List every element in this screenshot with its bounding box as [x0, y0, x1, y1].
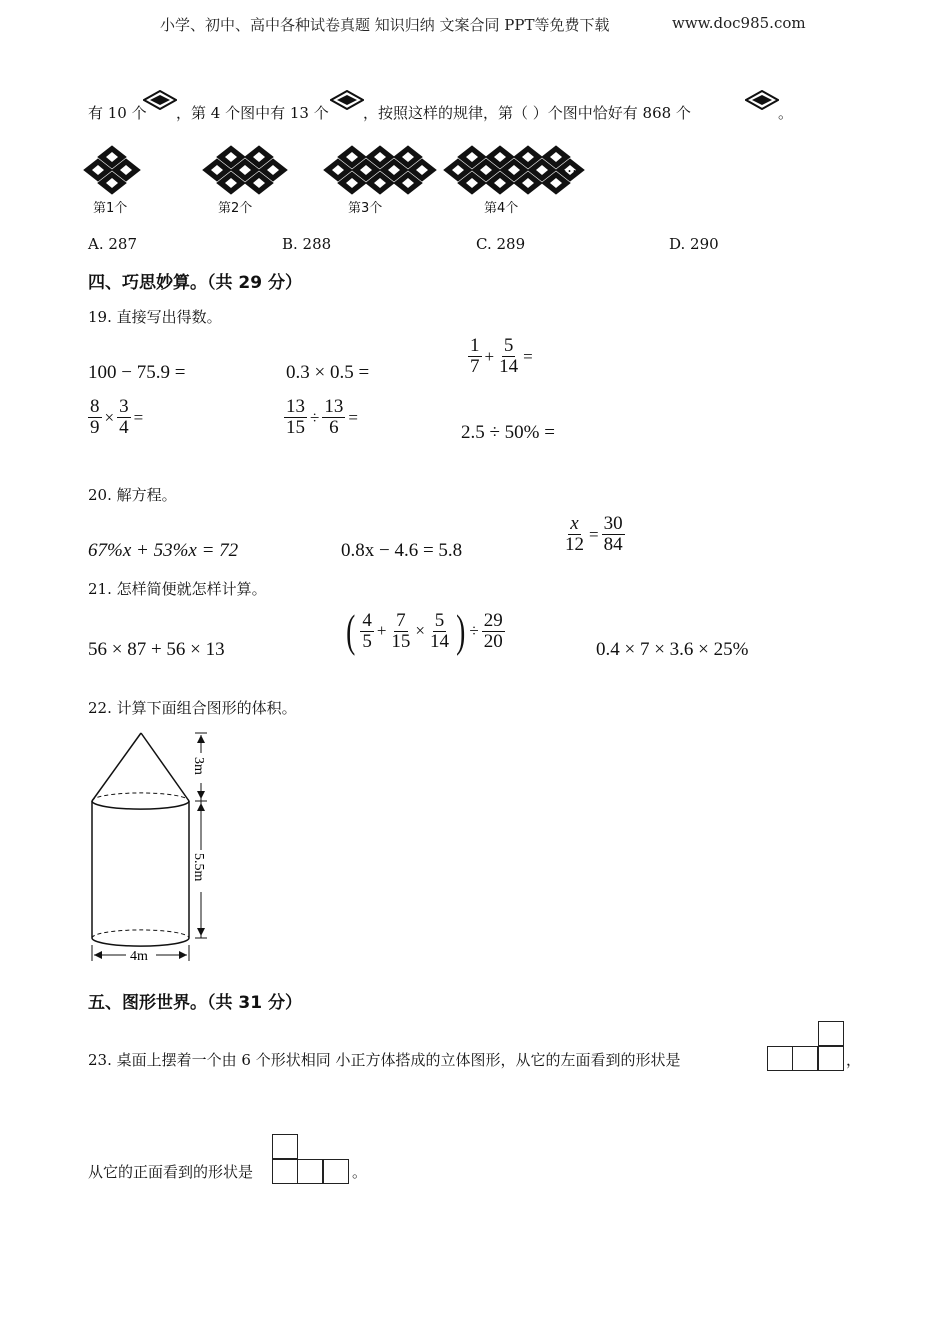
- diameter-label: 4m: [130, 949, 148, 964]
- q18-text-b: ，第 4 个图中有 13 个: [176, 104, 329, 122]
- diamond-icon: [745, 90, 779, 110]
- q21-expr-1: 56 × 87 + 56 × 13: [88, 639, 225, 660]
- header-url[interactable]: www.doc985.com: [672, 14, 806, 32]
- section-5-title: 五、图形世界。（共 31 分）: [88, 993, 302, 1013]
- option-b[interactable]: B. 288: [282, 235, 332, 253]
- q19-expr-2: 0.3 × 0.5 =: [286, 362, 370, 383]
- diamond-icon: [143, 90, 177, 110]
- option-a[interactable]: A. 287: [88, 235, 137, 253]
- q20-title: 20. 解方程。: [88, 486, 177, 504]
- figure-label-3: 第3个: [348, 201, 383, 216]
- figure-label-1: 第1个: [93, 201, 128, 216]
- q19-expr-6: 2.5 ÷ 50% =: [461, 422, 555, 443]
- q19-title: 19. 直接写出得数。: [88, 308, 222, 326]
- q21-expr-3: 0.4 × 7 × 3.6 × 25%: [596, 639, 749, 660]
- header-text: 小学、初中、高中各种试卷真题 知识归纳 文案合同 PPT等免费下载: [160, 16, 610, 34]
- q23-line-1: 23. 桌面上摆着一个由 6 个形状相同 小正方体搭成的立体图形，从它的左面看到的形状是: [88, 1051, 681, 1069]
- diamond-icon: [330, 90, 364, 110]
- cylinder-height-label: 5.5m: [191, 853, 206, 882]
- cone-cylinder-figure: [80, 725, 230, 970]
- q18-pattern-figure: [80, 140, 600, 220]
- figure-2: [203, 146, 287, 194]
- q20-expr-2: 0.8x − 4.6 = 5.8: [341, 540, 463, 561]
- q22-title: 22. 计算下面组合图形的体积。: [88, 699, 297, 717]
- q20-expr-1: 67%x + 53%x = 72: [88, 540, 239, 561]
- section-4-title: 四、巧思妙算。（共 29 分）: [88, 273, 302, 293]
- q19-expr-4: $\frac{8}{9}$ × $\frac{3}{4}$ =: [90, 396, 144, 438]
- cone-height-label: 3m: [191, 757, 206, 775]
- q23-line-2: 从它的正面看到的形状是: [88, 1163, 254, 1181]
- q19-expr-1: 100 − 75.9 =: [88, 362, 186, 383]
- q18-text-a: 有 10 个: [88, 104, 147, 122]
- q21-expr-2: ( $\frac{4}{5}$ + $\frac{7}{15}$ × $\frac{5}{14}$ ) ÷ $\frac{29}{20}$: [346, 605, 503, 656]
- option-c[interactable]: C. 289: [476, 235, 526, 253]
- figure-1: [84, 146, 140, 194]
- figure-3: [324, 146, 436, 194]
- q19-expr-5: $\frac{13}{15}$ ÷ $\frac{13}{6}$ =: [286, 396, 358, 438]
- q19-expr-3: $\frac{1}{7}$ + $\frac{5}{14}$ =: [470, 335, 533, 377]
- q20-expr-3: $\frac{x}{12}$ = $\frac{30}{84}$: [565, 513, 623, 555]
- q18-text-c: ，按照这样的规律，第（ ）个图中恰好有 868 个: [363, 104, 691, 122]
- q18-ellipsis: …: [562, 158, 577, 176]
- q23-end: 。: [352, 1163, 368, 1181]
- figure-label-2: 第2个: [218, 201, 253, 216]
- figure-label-4: 第4个: [484, 201, 519, 216]
- q18-text-d: 。: [778, 104, 794, 122]
- option-d[interactable]: D. 290: [669, 235, 719, 253]
- q21-title: 21. 怎样简便就怎样计算。: [88, 580, 267, 598]
- q23-comma: ，: [846, 1051, 862, 1069]
